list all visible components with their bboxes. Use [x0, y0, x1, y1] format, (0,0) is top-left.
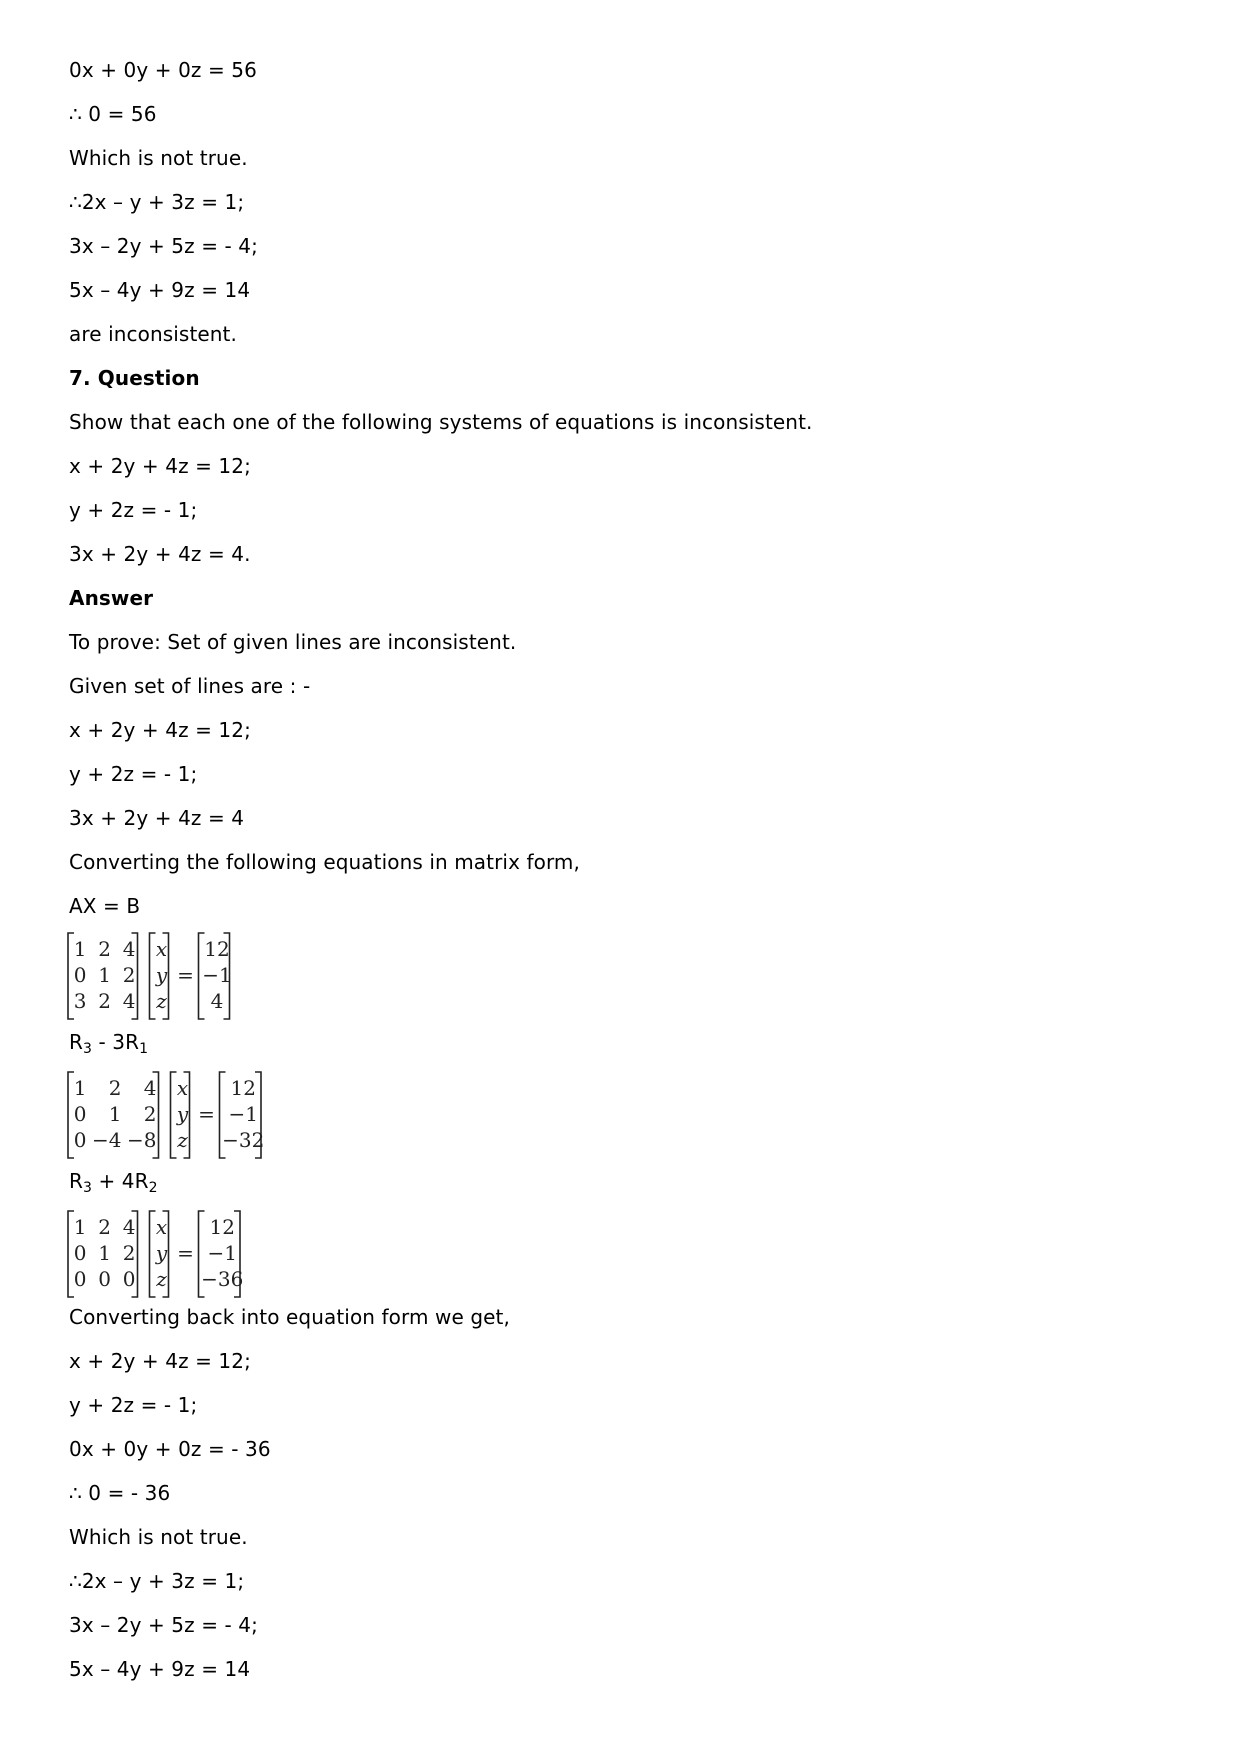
row-operation-1: $R_3 - 3R_1$ — [69, 1030, 149, 1057]
equation-line: 3x – 2y + 5z = - 4; — [69, 1613, 258, 1637]
matrix-equation-3 — [66, 1210, 244, 1298]
equation-line: 0x + 0y + 0z = - 36 — [69, 1437, 271, 1461]
constant-cell: −1 — [207, 1241, 237, 1265]
text-line: 5x – 4y + 9z = 14 — [69, 278, 251, 302]
matrix-cell: 1 — [98, 1241, 111, 1265]
matrix-cell: −4 — [92, 1128, 122, 1152]
text-line: ∴ 0 = 56 — [69, 102, 157, 126]
left-bracket — [150, 1211, 156, 1297]
matrix-equation-2 — [66, 1071, 265, 1159]
ax-eq-b: AX = B — [69, 894, 141, 918]
matrix-cell: 1 — [73, 1215, 87, 1239]
matrix-cell: 0 — [73, 1128, 87, 1152]
constant-cell: 12 — [209, 1215, 235, 1239]
variable-cell: x — [155, 937, 168, 961]
matrix-cell: 1 — [73, 937, 87, 961]
variable-cell: z — [156, 1267, 167, 1291]
matrix-cell: 2 — [143, 1102, 157, 1126]
equation-line: y + 2z = - 1; — [69, 762, 198, 786]
question-prompt: Show that each one of the following systems of equations is inconsistent. — [69, 410, 813, 434]
converting-back-label: Converting back into equation form we get, — [69, 1305, 510, 1329]
left-bracket — [171, 1072, 177, 1158]
variable-cell: y — [155, 1241, 168, 1265]
equation-line: x + 2y + 4z = 12; — [69, 718, 251, 742]
equation-line: 3x + 2y + 4z = 4 — [69, 806, 245, 830]
text-line: 3x – 2y + 5z = - 4; — [69, 234, 258, 258]
equation-line: y + 2z = - 1; — [69, 498, 198, 522]
text-line: 0x + 0y + 0z = 56 — [69, 58, 257, 82]
constant-cell: −32 — [222, 1128, 265, 1152]
text-line: ∴2x – y + 3z = 1; — [69, 190, 245, 214]
matrix-cell: 0 — [98, 1267, 111, 1291]
matrix-cell: 2 — [108, 1076, 122, 1100]
equation-line: y + 2z = - 1; — [69, 1393, 198, 1417]
matrix-cell: 0 — [73, 1241, 87, 1265]
equation-line: x + 2y + 4z = 12; — [69, 1349, 251, 1373]
matrix-cell: 3 — [73, 989, 87, 1013]
to-prove-line: To prove: Set of given lines are inconsistent. — [69, 630, 517, 654]
matrix-cell: −8 — [127, 1128, 157, 1152]
matrix-cell: 0 — [73, 1102, 87, 1126]
matrix-equation-1 — [66, 932, 234, 1020]
constant-cell: 12 — [204, 937, 230, 961]
equation-line: ∴2x – y + 3z = 1; — [69, 1569, 245, 1593]
matrix-cell: 2 — [98, 937, 111, 961]
question-heading: 7. Question — [69, 366, 200, 390]
row-operation-2: $R_3 + 4R_2$ — [69, 1169, 158, 1196]
matrix-cell: 0 — [122, 1267, 136, 1291]
equals-sign: = — [177, 963, 194, 987]
variable-cell: y — [155, 963, 168, 987]
text-line: Which is not true. — [69, 146, 248, 170]
matrix-cell: 2 — [122, 963, 136, 987]
constant-cell: −36 — [201, 1267, 244, 1291]
given-label: Given set of lines are : - — [69, 674, 311, 698]
variable-cell: z — [156, 989, 167, 1013]
matrix-cell: 1 — [108, 1102, 122, 1126]
equals-sign: = — [177, 1241, 194, 1265]
variable-cell: x — [176, 1076, 189, 1100]
constant-cell: −1 — [228, 1102, 258, 1126]
matrix-cell: 2 — [98, 989, 111, 1013]
matrix-cell: 0 — [73, 1267, 87, 1291]
variable-cell: z — [177, 1128, 188, 1152]
equation-line: 5x – 4y + 9z = 14 — [69, 1657, 251, 1681]
matrix-cell: 4 — [143, 1076, 157, 1100]
text-line: Which is not true. — [69, 1525, 248, 1549]
matrix-cell: 2 — [98, 1215, 111, 1239]
matrix-cell: 4 — [122, 1215, 136, 1239]
matrix-cell: 4 — [122, 989, 136, 1013]
equals-sign: = — [198, 1102, 215, 1126]
constant-cell: −1 — [202, 963, 232, 987]
matrix-cell: 1 — [73, 1076, 87, 1100]
variable-cell: x — [155, 1215, 168, 1239]
matrix-cell: 2 — [122, 1241, 136, 1265]
left-bracket — [150, 933, 156, 1019]
constant-cell: 12 — [230, 1076, 256, 1100]
matrix-cell: 0 — [73, 963, 87, 987]
converting-label: Converting the following equations in matrix form, — [69, 850, 580, 874]
constant-cell: 4 — [210, 989, 224, 1013]
equation-line: ∴ 0 = - 36 — [69, 1481, 171, 1505]
answer-heading: Answer — [69, 586, 154, 610]
matrix-cell: 1 — [98, 963, 111, 987]
equation-line: 3x + 2y + 4z = 4. — [69, 542, 251, 566]
equation-line: x + 2y + 4z = 12; — [69, 454, 251, 478]
variable-cell: y — [176, 1102, 189, 1126]
matrix-cell: 4 — [122, 937, 136, 961]
text-line: are inconsistent. — [69, 322, 237, 346]
